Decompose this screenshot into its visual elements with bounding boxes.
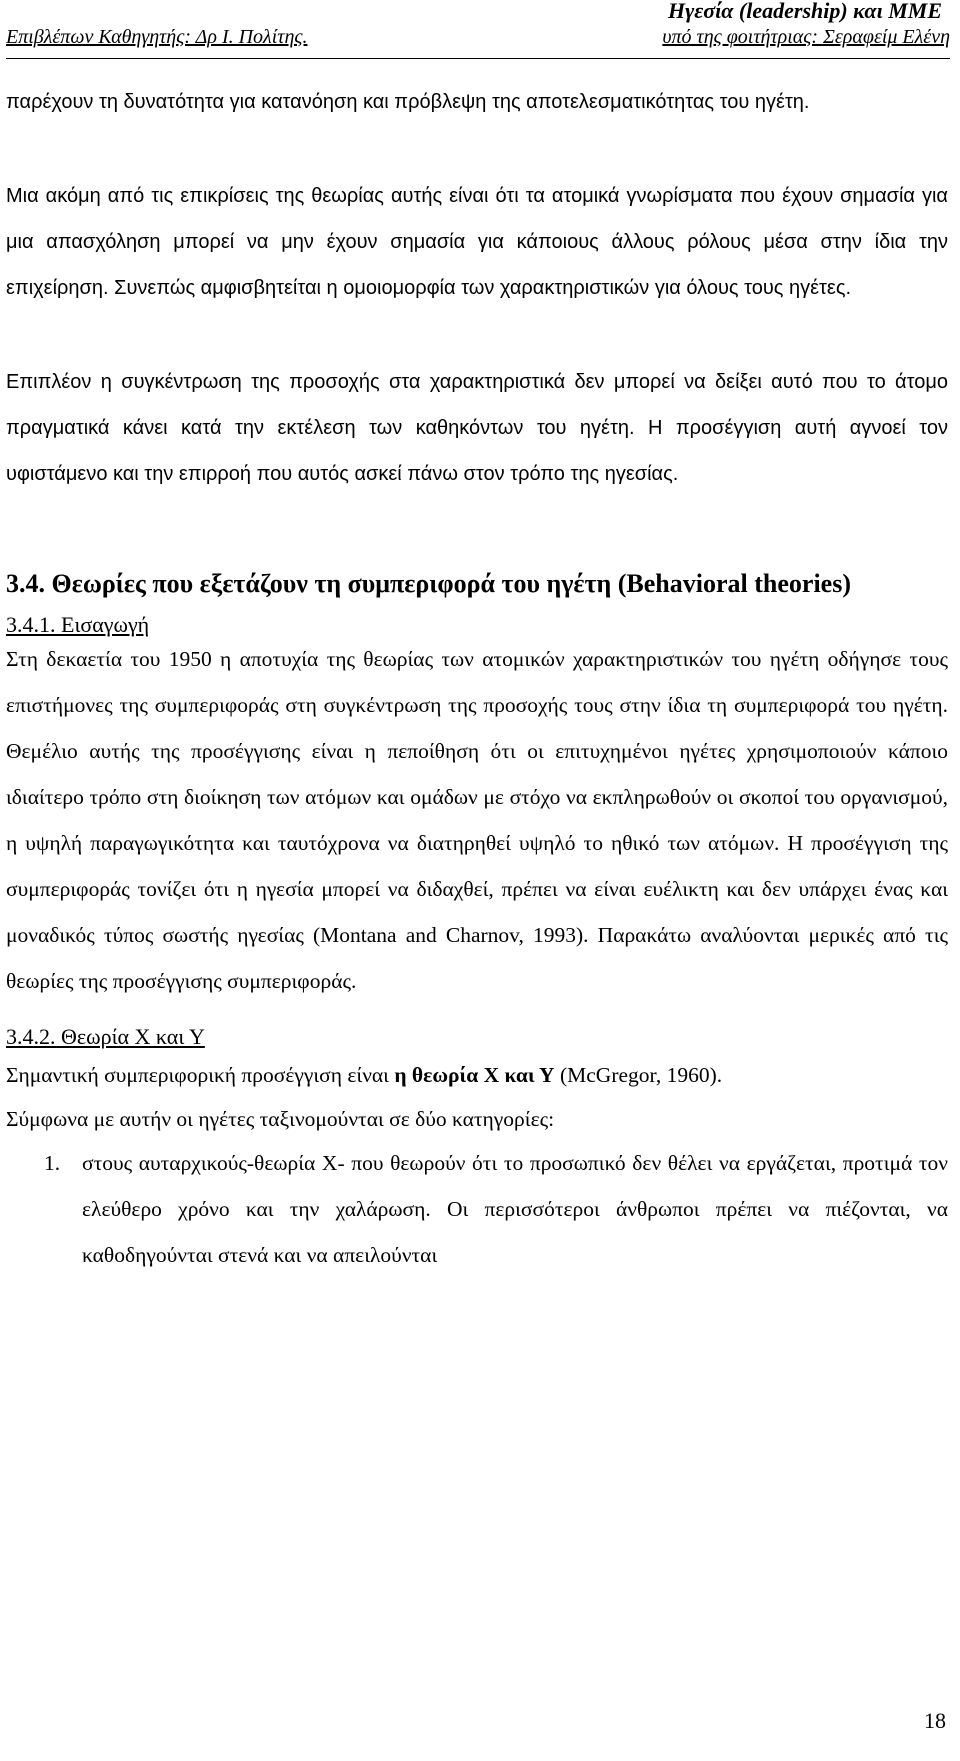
xy-intro-end: (McGregor, 1960). [554,1063,723,1087]
list-item-text: στους αυταρχικούς-θεωρία Χ- που θεωρούν ότι το προσωπικό δεν θέλει να εργάζεται, προτιμά τον ελεύθερο χρόνο και την χαλάρωση. Οι περισσότεροι άνθρωποι πρέπει να πιέζονται, να καθοδηγούνται στενά και να απειλούνται [82,1151,948,1267]
paragraph-continuation: παρέχουν τη δυνατότητα για κατανόηση και πρόβλεψη της αποτελεσματικότητας του ηγέτη. [6,91,810,113]
xy-intro-start: Σημαντική συμπεριφορική προσέγγιση είναι [6,1063,395,1087]
list-item-number: 1. [44,1151,61,1175]
subsection-heading-intro: 3.4.1. Εισαγωγή [6,612,150,637]
list-item [6,1140,948,1278]
paragraph-xy-categories: Σύμφωνα με αυτήν οι ηγέτες ταξινομούνται σε δύο κατηγορίες: [6,1107,555,1131]
paragraph-xy-intro [6,1058,948,1092]
section-heading: 3.4. Θεωρίες που εξετάζουν τη συμπεριφορά του ηγέτη (Behavioral theories) [6,569,851,598]
paragraph-criticism: Μια ακόμη από τις επικρίσεις της θεωρίας αυτής είναι ότι τα ατομικά γνωρίσματα που έχουν σημασία για μια απασχόληση μπορεί να μην έχουν σημασία για κάποιους άλλους ρόλους μέσα στην ίδια την επιχείρηση. Συνεπώς αμφισβητείται η ομοιομορφία των χαρακτηριστικών για όλους τους ηγέτες. [6,185,948,299]
header-title: Ηγεσία (leadership) και ΜΜΕ [667,0,942,23]
paragraph-intro: Στη δεκαετία του 1950 η αποτυχία της θεωρίας των ατομικών χαρακτηριστικών του ηγέτη οδήγησε τους επιστήμονες της συμπεριφοράς στη συγκέντρωση της προσοχής τους στην ίδια τη συμπεριφορά του ηγέτη. Θεμέλιο αυτής της προσέγγισης είναι η πεποίθηση ότι οι επιτυχημένοι ηγέτες χρησιμοποιούν κάποιο ιδιαίτερο τρόπο στη διοίκηση των ατόμων και ομάδων με στόχο να εκπληρωθούν οι σκοποί του οργανισμού, η υψηλή παραγωγικότητα και ταυτόχρονα να διατηρηθεί υψηλό το ηθικό των ατόμων. Η προσέγγιση της συμπεριφοράς τονίζει ότι η ηγεσία μπορεί να διδαχθεί, πρέπει να είναι ευέλικτη και δεν υπάρχει ένας και μοναδικός τύπος σωστής ηγεσίας (Montana and Charnov, 1993). Παρακάτω αναλύονται μερικές από τις θεωρίες της προσέγγισης συμπεριφοράς. [6,647,948,993]
header-author: υπό της φοιτήτριας: Σεραφείμ Ελένη [662,26,950,48]
subsection-heading-xy: 3.4.2. Θεωρία Χ και Υ [6,1024,205,1049]
paragraph-additional: Επιπλέον η συγκέντρωση της προσοχής στα χαρακτηριστικά δεν μπορεί να δείξει αυτό που το άτομο πραγματικά κάνει κατά την εκτέλεση των καθηκόντων του ηγέτη. Η προσέγγιση αυτή αγνοεί τον υφιστάμενο και την επιρροή που αυτός ασκεί πάνω στον τρόπο της ηγεσίας. [6,371,948,485]
page-number: 18 [924,1708,946,1733]
page-header [6,0,950,59]
xy-intro-bold: η θεωρία Χ και Υ [394,1063,555,1087]
header-supervisor: Επιβλέπων Καθηγητής: Δρ Ι. Πολίτης. [6,26,308,48]
categories-list [6,1140,948,1278]
page-content [6,79,948,1278]
